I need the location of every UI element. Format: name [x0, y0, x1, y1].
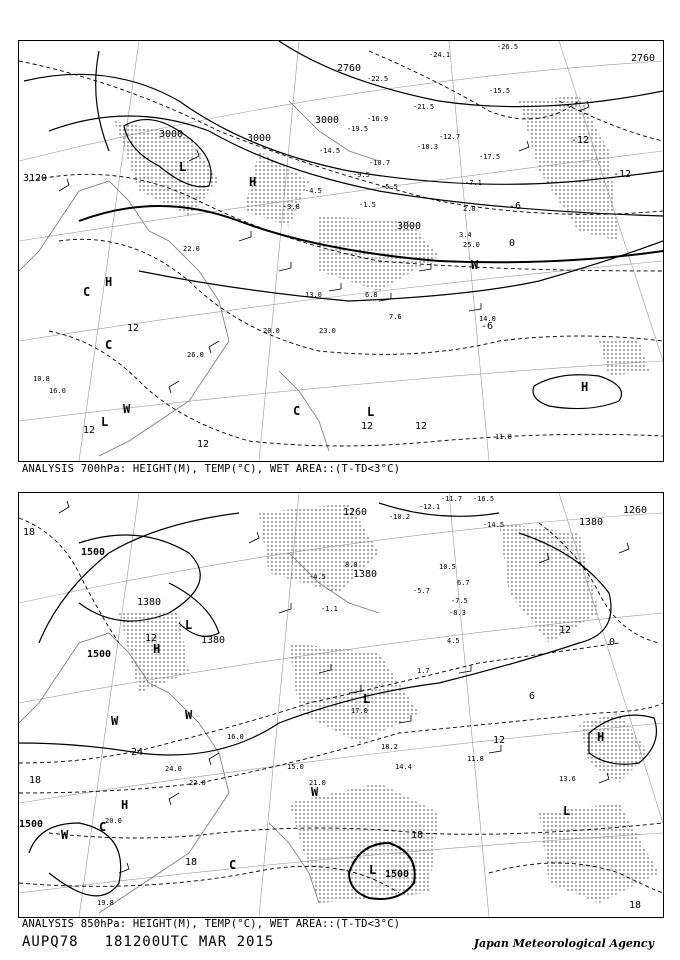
- temp-label: 24: [131, 747, 144, 758]
- cold-center: C: [105, 338, 113, 352]
- station-value: -1.5: [359, 201, 376, 209]
- station-value: 22.0: [189, 779, 206, 787]
- station-value: 15.0: [287, 763, 304, 771]
- warm-center: W: [61, 828, 69, 842]
- height-label: 2760: [631, 53, 656, 64]
- low-center: L: [179, 160, 187, 174]
- height-label: 1260: [343, 507, 368, 518]
- station-value: -24.1: [429, 51, 451, 59]
- temp-label: 12: [127, 323, 140, 334]
- station-value: 6.7: [457, 579, 470, 587]
- map-panel-850hpa: [18, 492, 664, 918]
- temp-label: 12: [361, 421, 374, 432]
- temp-label: -12: [571, 135, 590, 146]
- low-center: L: [185, 618, 193, 632]
- temp-label: -12: [613, 169, 632, 180]
- station-value: 3.4: [459, 231, 472, 239]
- station-value: 10.8: [33, 375, 50, 383]
- station-value: 14.0: [479, 315, 496, 323]
- station-value: -11.7: [441, 495, 463, 503]
- station-value: -1.1: [321, 605, 338, 613]
- map-850hpa: [19, 493, 663, 917]
- height-label: 1380: [579, 517, 604, 528]
- station-value: 13.6: [559, 775, 576, 783]
- panel-caption-850hpa: ANALYSIS 850hPa: HEIGHT(M), TEMP(°C), WET AREA::(T-TD<3°C): [22, 918, 401, 930]
- station-value: 16.0: [227, 733, 244, 741]
- temp-label: 18: [185, 857, 198, 868]
- station-value: 2.0: [463, 205, 476, 213]
- station-value: -7.1: [465, 179, 482, 187]
- chart-identifier: [22, 934, 300, 950]
- valid-time: 181200UTC MAR 2015: [104, 934, 275, 950]
- station-value: 14.4: [395, 763, 412, 771]
- height-label: 1500: [385, 869, 410, 880]
- height-label: 1500: [87, 649, 112, 660]
- temp-label: -6: [509, 201, 522, 212]
- height-label: 1380: [353, 569, 378, 580]
- low-center: L: [563, 804, 571, 818]
- low-center: L: [363, 692, 371, 706]
- station-value: 13.0: [305, 291, 322, 299]
- low-center: L: [369, 863, 377, 877]
- high-center: H: [581, 380, 589, 394]
- height-label: 3000: [397, 221, 422, 232]
- warm-center: W: [123, 402, 131, 416]
- station-value: -9.5: [353, 171, 370, 179]
- station-value: -21.5: [413, 103, 435, 111]
- station-value: -12.7: [439, 133, 461, 141]
- station-value: 18.2: [381, 743, 398, 751]
- station-value: -14.5: [319, 147, 341, 155]
- height-label: 1500: [81, 547, 106, 558]
- station-value: 23.0: [319, 327, 336, 335]
- warm-center: W: [185, 708, 193, 722]
- station-value: -5.5: [381, 183, 398, 191]
- cold-center: C: [229, 858, 237, 872]
- height-label: 2760: [337, 63, 362, 74]
- map-panel-700hpa: [18, 40, 664, 462]
- station-value: -4.5: [309, 573, 326, 581]
- station-value: 17.0: [351, 707, 368, 715]
- station-value: -8.3: [449, 609, 466, 617]
- station-value: 11.8: [467, 755, 484, 763]
- high-center: H: [105, 275, 113, 289]
- station-value: 10.5: [439, 563, 456, 571]
- high-center: H: [249, 175, 257, 189]
- temp-label: 12: [493, 735, 506, 746]
- high-center: H: [597, 730, 605, 744]
- temp-label: 18: [29, 775, 42, 786]
- station-value: -5.7: [413, 587, 430, 595]
- height-label: 1380: [201, 635, 226, 646]
- low-center: L: [367, 405, 375, 419]
- temp-label: 12: [145, 633, 158, 644]
- station-value: -10.7: [369, 159, 391, 167]
- station-value: 22.0: [183, 245, 200, 253]
- panel-caption-700hpa: ANALYSIS 700hPa: HEIGHT(M), TEMP(°C), WET AREA::(T-TD<3°C): [22, 463, 401, 475]
- chart-code: AUPQ78: [22, 934, 79, 950]
- station-value: -16.5: [473, 495, 495, 503]
- height-label: 3000: [247, 133, 272, 144]
- height-label: 3120: [23, 173, 48, 184]
- station-value: -3.8: [283, 203, 300, 211]
- cold-center: C: [99, 820, 107, 834]
- height-label: 3000: [315, 115, 340, 126]
- cold-center: C: [293, 404, 301, 418]
- station-value: -14.5: [483, 521, 505, 529]
- station-value: 8.0: [345, 561, 358, 569]
- station-value: 4.5: [447, 637, 460, 645]
- station-value: -7.5: [451, 597, 468, 605]
- temp-label: 12: [83, 425, 96, 436]
- station-value: -16.9: [367, 115, 389, 123]
- station-values: [33, 43, 518, 441]
- temp-label: 0: [509, 238, 516, 249]
- station-value: 20.0: [105, 817, 122, 825]
- station-value: 21.0: [309, 779, 326, 787]
- station-value: 25.0: [463, 241, 480, 249]
- station-value: 6.8: [365, 291, 378, 299]
- station-value: 7.6: [389, 313, 402, 321]
- warm-center: W: [111, 714, 119, 728]
- warm-center: W: [471, 258, 479, 272]
- high-center: H: [153, 642, 161, 656]
- map-700hpa: [19, 41, 663, 461]
- station-value: -26.5: [497, 43, 519, 51]
- agency-credit: Japan Meteorological Agency: [473, 937, 654, 950]
- temp-label: 12: [559, 625, 572, 636]
- station-value: -10.2: [389, 513, 411, 521]
- station-value: 24.0: [165, 765, 182, 773]
- station-value: 1.7: [417, 667, 430, 675]
- station-value: -18.3: [417, 143, 439, 151]
- cold-center: C: [83, 285, 91, 299]
- temp-label: 6: [529, 691, 536, 702]
- temp-label: 12: [197, 439, 210, 450]
- height-label: 1260: [623, 505, 648, 516]
- station-value: -12.1: [419, 503, 441, 511]
- high-center: H: [121, 798, 129, 812]
- temp-label: 18: [411, 830, 424, 841]
- station-value: -17.5: [479, 153, 501, 161]
- station-value: -22.5: [367, 75, 389, 83]
- warm-center: W: [311, 785, 319, 799]
- temp-label: -6: [481, 321, 494, 332]
- height-label: 1380: [137, 597, 162, 608]
- temp-label: 12: [415, 421, 428, 432]
- station-value: 19.8: [97, 899, 114, 907]
- station-value: -4.5: [305, 187, 322, 195]
- height-label: 1500: [19, 819, 44, 830]
- temp-label: 18: [23, 527, 36, 538]
- temp-label: 0: [609, 637, 616, 648]
- station-value: 26.0: [187, 351, 204, 359]
- station-value: 11.8: [495, 433, 512, 441]
- low-center: L: [101, 415, 109, 429]
- height-label: 3000: [159, 129, 184, 140]
- station-value: 16.0: [49, 387, 66, 395]
- wet-area: [114, 96, 649, 376]
- temp-label: 18: [629, 900, 642, 911]
- station-value: 20.0: [263, 327, 280, 335]
- station-value: -19.5: [347, 125, 369, 133]
- station-value: -15.5: [489, 87, 511, 95]
